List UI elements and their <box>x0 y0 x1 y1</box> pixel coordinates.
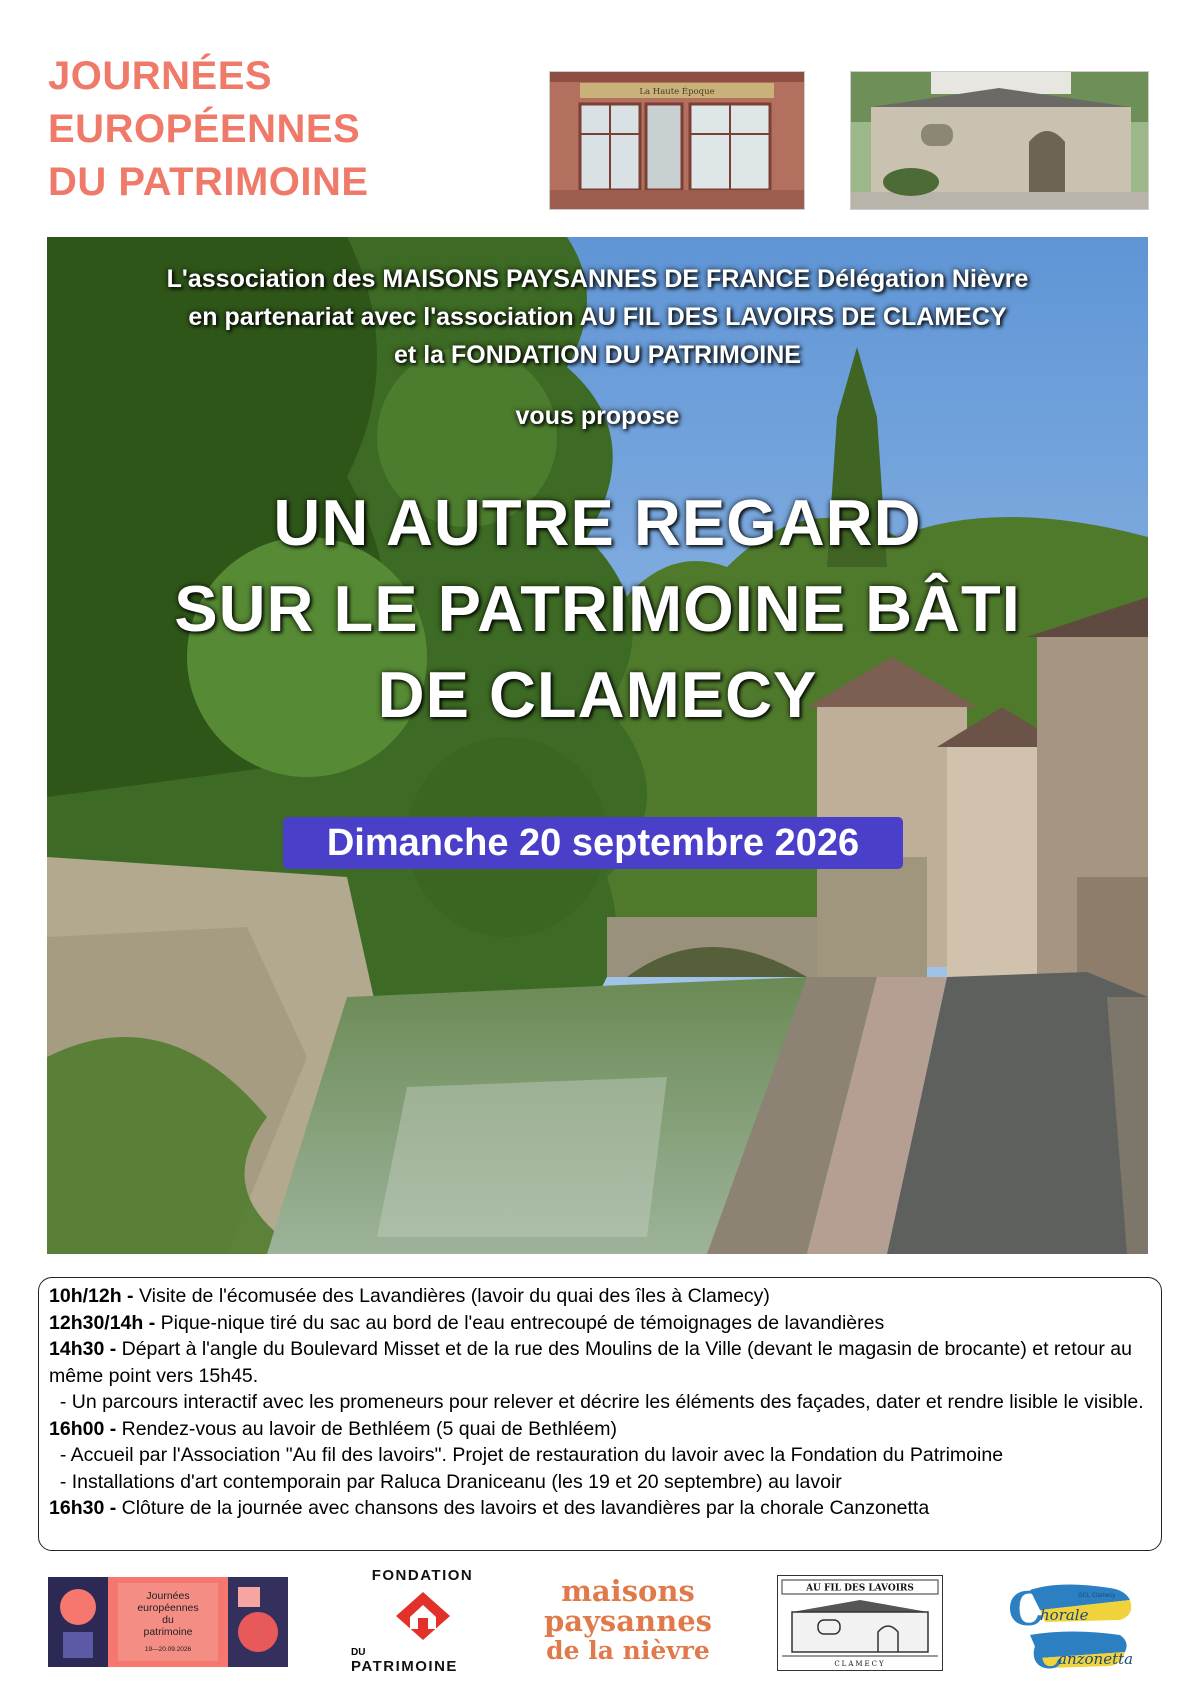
lavoirs-logo-bottom: CLAMECY <box>834 1660 886 1668</box>
mp-logo-line-3: de la nièvre <box>546 1636 710 1665</box>
program-text: - Installations d'art contemporain par Raluca Draniceanu (les 19 et 20 septembre) au lavoir <box>49 1470 842 1493</box>
au-fil-des-lavoirs-logo <box>777 1575 943 1671</box>
intro-line-2: en partenariat avec l'association AU FIL DES LAVOIRS DE CLAMECY <box>188 303 1007 331</box>
headline-line-3: DE CLAMECY <box>377 658 818 731</box>
program-item <box>49 1442 1151 1469</box>
program-item <box>49 1283 1151 1310</box>
program-item <box>49 1495 1151 1522</box>
headline-line-2: SUR LE PATRIMOINE BÂTI <box>174 572 1021 645</box>
chorale-text-1: horale <box>1040 1606 1089 1624</box>
chorale-canzonetta-logo <box>1000 1580 1140 1670</box>
event-date-badge: Dimanche 20 septembre 2026 <box>283 817 903 869</box>
shop-front-photo <box>549 71 805 210</box>
program-text: Pique-nique tiré du sac au bord de l'eau entrecoupé de témoignages de lavandières <box>155 1311 885 1334</box>
jep-text-2: européennes <box>137 1602 199 1614</box>
headline-line-1: UN AUTRE REGARD <box>273 486 922 559</box>
event-title-line-2: EUROPÉENNES <box>48 107 361 151</box>
program-item <box>49 1310 1151 1337</box>
hero-background-photo <box>47 237 1148 1254</box>
program-item <box>49 1389 1151 1416</box>
lavoir-photo <box>850 71 1149 210</box>
chorale-gcl: GCL Clamecy <box>1078 1593 1116 1599</box>
svg-text:C: C <box>1008 1582 1045 1636</box>
program-text: - Accueil par l'Association "Au fil des lavoirs". Projet de restauration du lavoir avec la Fondation du Patrimoine <box>49 1444 1004 1466</box>
program-item <box>49 1416 1151 1443</box>
maisons-paysannes-logo <box>528 1576 728 1671</box>
intro-line-1: L'association des MAISONS PAYSANNES DE FRANCE Délégation Nièvre <box>166 265 1029 293</box>
event-title <box>48 50 508 209</box>
program-text: Clôture de la journée avec chansons des lavoirs et des lavandières par la chorale Canzonetta <box>116 1497 930 1519</box>
program-text: - Un parcours interactif avec les promeneurs pour relever et décrire les éléments des façades, dater et rendre lisible le visible. <box>49 1391 1144 1413</box>
event-title-line-3: DU PATRIMOINE <box>48 160 369 204</box>
program-time: 10h/12h - <box>49 1285 134 1307</box>
fondation-logo-du: DU <box>351 1647 366 1658</box>
fondation-logo-top: FONDATION <box>371 1567 474 1584</box>
lavoirs-logo-top: AU FIL DES LAVOIRS <box>806 1583 914 1594</box>
program-text: Visite de l'écomusée des Lavandières (lavoir du quai des îles à Clamecy) <box>133 1285 770 1307</box>
jep-text-3: du <box>162 1614 174 1626</box>
program-schedule <box>38 1277 1162 1551</box>
program-item <box>49 1469 1151 1496</box>
intro-propose: vous propose <box>515 402 680 430</box>
program-time: 14h30 - <box>49 1338 117 1360</box>
mp-logo-line-2: paysannes <box>544 1604 712 1638</box>
fondation-du-patrimoine-logo <box>345 1567 500 1677</box>
program-time: 16h30 - <box>49 1497 117 1519</box>
event-title-line-1: JOURNÉES <box>48 54 273 98</box>
program-time: 16h00 - <box>49 1417 117 1440</box>
svg-text:C: C <box>1032 1631 1064 1670</box>
program-item <box>49 1336 1151 1389</box>
program-text: Rendez-vous au lavoir de Bethléem (5 quai de Bethléem) <box>116 1417 617 1440</box>
mp-logo-line-1: maisons <box>561 1574 695 1608</box>
chorale-text-2: anzonetta <box>1058 1650 1134 1668</box>
shop-sign-text: La Haute Époque <box>639 87 715 97</box>
intro-line-3: et la FONDATION DU PATRIMOINE <box>394 341 801 369</box>
fondation-house-icon <box>388 1588 458 1643</box>
jep-logo <box>48 1577 288 1667</box>
hero-banner <box>47 237 1148 1254</box>
program-text: Départ à l'angle du Boulevard Misset et de la rue des Moulins de la Ville (devant le magasin de brocante) et retour au même point vers 15h45. <box>49 1338 1132 1387</box>
jep-text-4: patrimoine <box>143 1626 193 1638</box>
jep-text-1: Journées <box>146 1590 190 1602</box>
jep-dates: 19—20.09.2026 <box>144 1646 192 1653</box>
fondation-logo-bottom: PATRIMOINE <box>351 1658 458 1675</box>
program-time: 12h30/14h - <box>49 1311 156 1334</box>
